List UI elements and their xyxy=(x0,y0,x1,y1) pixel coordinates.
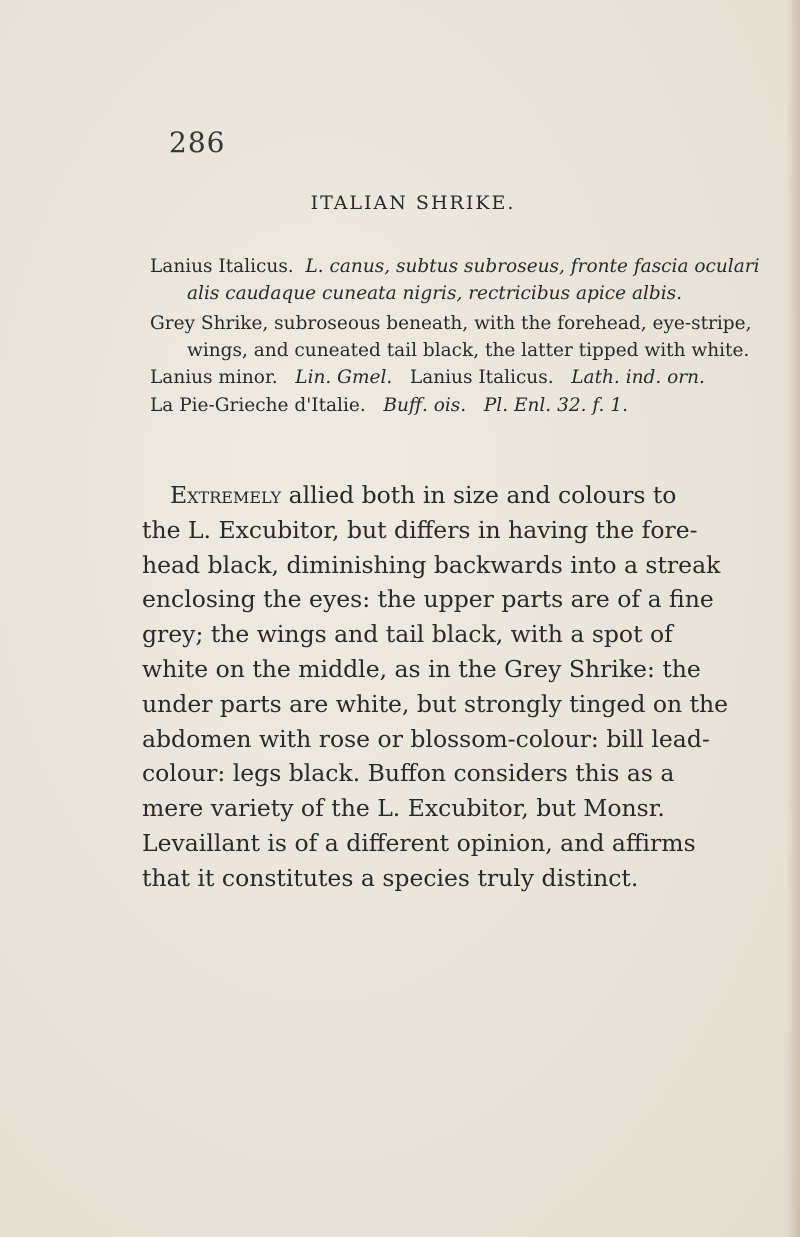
synonym-line-5 xyxy=(150,369,705,388)
page-edge-shadow xyxy=(786,0,800,1237)
body-line: grey; the wings and tail black, with a spot of xyxy=(142,620,673,649)
body-line: abdomen with rose or blossom-colour: bill lead- xyxy=(142,724,710,753)
body-paragraph xyxy=(142,478,729,896)
synonym-name: Lanius minor. xyxy=(150,367,278,388)
lead-word: Extremely xyxy=(170,481,282,509)
body-line: that it constitutes a species truly distinct. xyxy=(142,863,639,892)
synonym-name: Lanius Italicus. xyxy=(409,367,554,388)
synonym-line-2 xyxy=(187,285,682,304)
synonym-reference: Lin. Gmel. xyxy=(295,367,393,388)
body-line: enclosing the eyes: the upper parts are of a fine xyxy=(142,585,714,614)
latin-description: L. canus, subtus subroseus, fronte fascia oculari xyxy=(305,256,760,277)
synonym-name: La Pie-Grieche d'Italie. xyxy=(150,395,366,416)
english-description: Grey Shrike, subroseous beneath, with the forehead, eye-stripe, xyxy=(150,313,752,334)
latin-description-cont: alis caudaque cuneata nigris, rectricibus apice albis. xyxy=(187,283,683,304)
body-line: mere variety of the L. Excubitor, but Monsr. xyxy=(142,794,665,823)
synonym-reference: Buff. ois. xyxy=(383,395,467,416)
body-line: white on the middle, as in the Grey Shrike: the xyxy=(142,654,701,683)
body-line: colour: legs black. Buffon considers this as a xyxy=(142,759,675,788)
synonym-reference: Pl. Enl. 32. f. 1. xyxy=(483,395,628,416)
body-line: under parts are white, but strongly tinged on the xyxy=(142,689,729,718)
page-number: 286 xyxy=(169,126,226,159)
body-line: the L. Excubitor, but differs in having the fore- xyxy=(142,515,698,544)
genus-name: Lanius Italicus. xyxy=(150,256,294,277)
synonym-line-3 xyxy=(150,315,751,334)
section-heading: ITALIAN SHRIKE. xyxy=(310,192,516,214)
body-line: head black, diminishing backwards into a streak xyxy=(142,550,721,579)
synonym-line-4 xyxy=(187,342,749,361)
english-description-cont: wings, and cuneated tail black, the latter tipped with white. xyxy=(187,340,750,361)
body-line xyxy=(142,478,677,513)
synonym-reference: Lath. ind. orn. xyxy=(571,367,705,388)
body-line-text: allied both in size and colours to xyxy=(281,481,677,509)
synonym-line-6 xyxy=(150,397,628,416)
body-line: Levaillant is of a different opinion, and affirms xyxy=(142,828,696,857)
synonym-line-1 xyxy=(150,258,760,277)
